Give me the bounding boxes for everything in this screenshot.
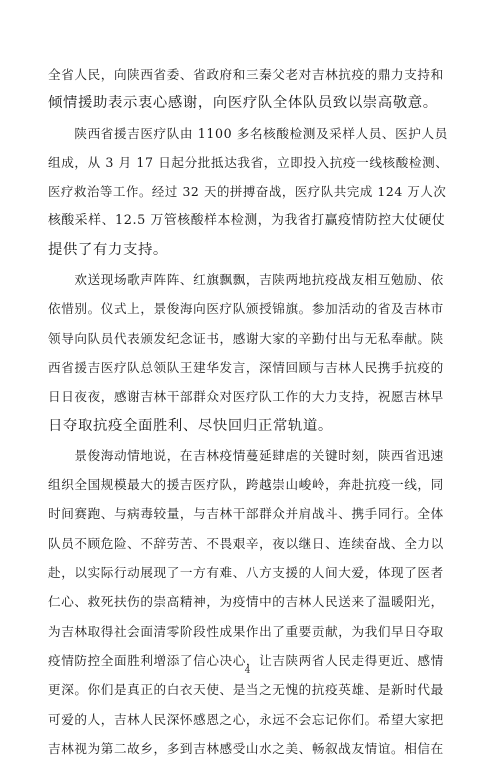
text-line: 为吉林取得社会面清零阶段性成果作出了重要贡献，为我们早日夺取 [48, 623, 444, 639]
text-line: 赴，以实际行动展现了一方有难、八方支援的人间大爱，体现了医者 [48, 565, 444, 581]
text-line: 可爱的人，吉林人民深怀感恩之心，永远不会忘记你们。希望大家把 [48, 711, 444, 727]
text-line: 吉林视为第二故乡，多到吉林感受山水之美、畅叙战友情谊。相信在 [48, 740, 444, 756]
text-line: 组织全国规模最大的援吉医疗队，跨越崇山峻岭，奔赴抗疫一线，同 [48, 477, 444, 493]
body-text [48, 60, 448, 763]
text-line: 日夺取抗疫全面胜利、尽快回归正常轨道。 [48, 417, 333, 434]
text-line: 医疗救治等工作。经过 32 天的拼搏奋战，医疗队共完成 124 万人次 [48, 184, 447, 200]
paragraph [48, 441, 448, 763]
text-line: 西省援吉医疗队总领队王建华发言，深情回顾与吉林人民携手抗疫的 [48, 359, 444, 375]
text-line: 日日夜夜，感谢吉林干部群众对医疗队工作的大力支持，祝愿吉林早 [48, 389, 444, 405]
paragraph [48, 119, 448, 265]
text-line: 更深。你们是真正的白衣天使、是当之无愧的抗疫英雄、是新时代最 [48, 682, 444, 698]
text-line: 仁心、救死扶伤的崇高精神，为疫情中的吉林人民送来了温暖阳光， [48, 594, 444, 610]
text-line: 提供了有力支持。 [48, 241, 168, 258]
paragraph [48, 60, 448, 119]
text-line: 依惜别。仪式上，景俊海向医疗队颁授锦旗。参加活动的省及吉林市 [48, 301, 444, 317]
text-line: 全省人民，向陕西省委、省政府和三秦父老对吉林抗疫的鼎力支持和 [48, 67, 444, 82]
text-line: 队员不顾危险、不辞劳苦、不畏艰辛，夜以继日、连续奋战、全力以 [48, 535, 444, 551]
text-line: 倾情援助表示衷心感谢，向医疗队全体队员致以崇高敬意。 [48, 95, 438, 112]
text-line: 组成，从 3 月 17 日起分批抵达我省，立即投入抗疫一线核酸检测、 [48, 154, 449, 170]
text-line: 时间赛跑、与病毒较量，与吉林干部群众并肩战斗、携手同行。全体 [48, 506, 444, 522]
text-line: 核酸采样、12.5 万管核酸样本检测，为我省打赢疫情防控大仗硬仗 [48, 213, 446, 229]
paragraph [48, 265, 448, 441]
text-line: 欢送现场歌声阵阵、红旗飘飘，吉陕两地抗疫战友相互勉励、依 [48, 272, 444, 288]
text-line: 景俊海动情地说，在吉林疫情蔓延肆虐的关键时刻，陕西省迅速 [48, 447, 444, 463]
text-line: 疫情防控全面胜利增添了信心决心，让吉陕两省人民走得更近、感情 [48, 652, 444, 668]
text-line: 陕西省援吉医疗队由 1100 多名核酸检测及采样人员、医护人员 [48, 125, 448, 141]
page-number: 4 [244, 666, 251, 676]
text-line: 领导向队员代表颁发纪念证书，感谢大家的辛勤付出与无私奉献。陕 [48, 330, 444, 346]
